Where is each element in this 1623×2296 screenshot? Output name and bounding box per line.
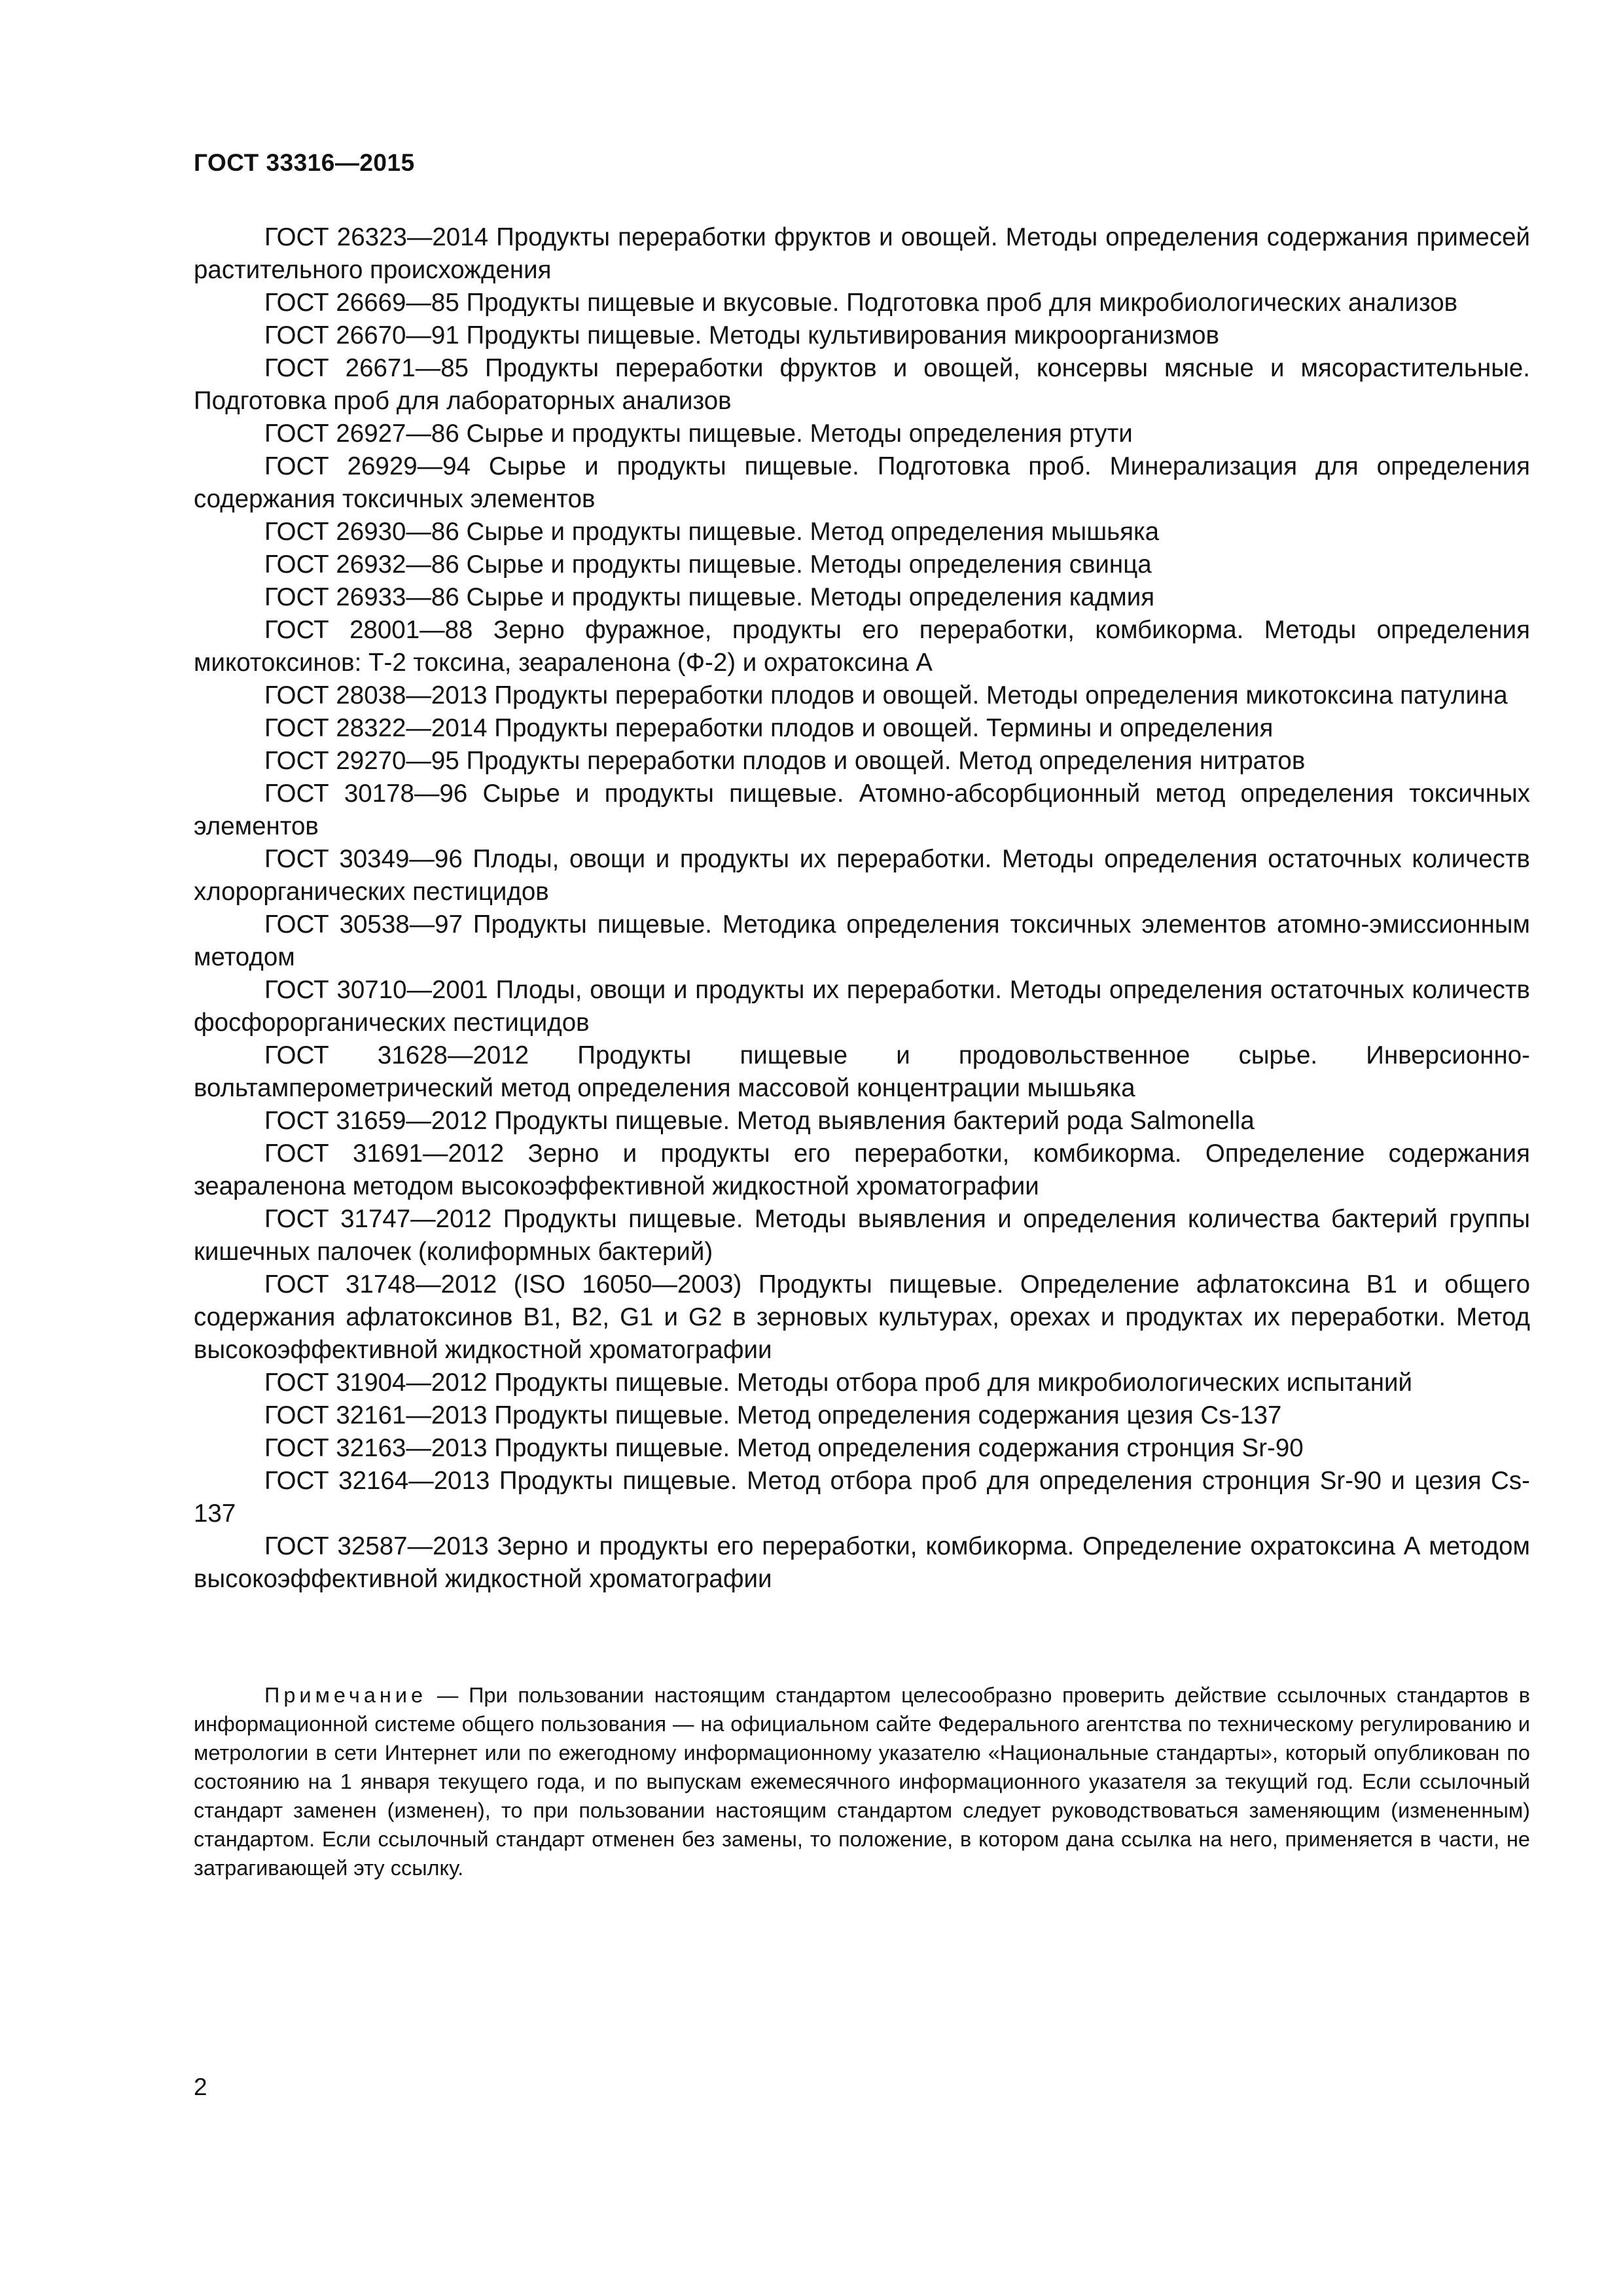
- reference-item: ГОСТ 30538—97 Продукты пищевые. Методика определения токсичных элементов атомно-эмиссионным методом: [194, 910, 1530, 971]
- reference-item: ГОСТ 30178—96 Сырье и продукты пищевые. Атомно-абсорбционный метод определения токсичных элементов: [194, 780, 1530, 840]
- reference-item: ГОСТ 30710—2001 Плоды, овощи и продукты их переработки. Методы определения остаточных количеств фосфорорганических пестицидов: [194, 976, 1530, 1037]
- note-text: — При пользовании настоящим стандартом целесообразно проверить действие ссылочных стандартов в информационной системе общего пользования — на официальном сайте Федерального агентства по техническому регулированию и метрологии в сети Интернет или по ежегодному информационному указателю «Национальные стандарты», который опубликован по состоянию на 1 января текущего года, и по выпускам ежемесячного информационного указателя за текущий год. Если ссылочный стандарт заменен (изменен), то при пользовании настоящим стандартом следует руководствоваться заменяющим (измененным) стандартом. Если ссылочный стандарт отменен без замены, то положение, в котором дана ссылка на него, применяется в части, не затрагивающей эту ссылку.: [194, 1683, 1530, 1880]
- reference-item: ГОСТ 31628—2012 Продукты пищевые и продовольственное сырье. Инверсионно-вольтамперометрический метод определения массовой концентрации мышьяка: [194, 1041, 1530, 1102]
- reference-item: ГОСТ 26929—94 Сырье и продукты пищевые. Подготовка проб. Минерализация для определения содержания токсичных элементов: [194, 452, 1530, 513]
- standard-designation: ГОСТ 33316—2015: [194, 149, 415, 176]
- reference-item: ГОСТ 31691—2012 Зерно и продукты его переработки, комбикорма. Определение содержания зеараленона методом высокоэффективной жидкостной хроматографии: [194, 1139, 1530, 1200]
- reference-item: ГОСТ 28001—88 Зерно фуражное, продукты его переработки, комбикорма. Методы определения микотоксинов: Т-2 токсина, зеараленона (Ф-2) и охратоксина А: [194, 616, 1530, 677]
- reference-item: ГОСТ 26669—85 Продукты пищевые и вкусовые. Подготовка проб для микробиологических анализов: [264, 289, 1458, 317]
- normative-references-list: [194, 221, 1530, 1596]
- reference-item: ГОСТ 26323—2014 Продукты переработки фруктов и овощей. Методы определения содержания примесей растительного происхождения: [194, 223, 1530, 284]
- reference-item: ГОСТ 32587—2013 Зерно и продукты его переработки, комбикорма. Определение охратоксина А методом высокоэффективной жидкостной хроматографии: [194, 1532, 1530, 1593]
- note-label: Примечание: [264, 1683, 427, 1707]
- reference-item: ГОСТ 26930—86 Сырье и продукты пищевые. Метод определения мышьяка: [264, 518, 1160, 546]
- note-paragraph: [194, 1681, 1530, 1882]
- reference-item: ГОСТ 31748—2012 (ISO 16050—2003) Продукты пищевые. Определение афлатоксина В1 и общего содержания афлатоксинов В1, В2, G1 и G2 в зерновых культурах, орехах и продуктах их переработки. Метод высокоэффективной жидкостной хроматографии: [194, 1270, 1530, 1364]
- reference-item: ГОСТ 30349—96 Плоды, овощи и продукты их переработки. Методы определения остаточных количеств хлорорганических пестицидов: [194, 845, 1530, 906]
- reference-item: ГОСТ 28038—2013 Продукты переработки плодов и овощей. Методы определения микотоксина патулина: [264, 681, 1508, 709]
- page-number: 2: [194, 2073, 207, 2100]
- reference-item: ГОСТ 26927—86 Сырье и продукты пищевые. Методы определения ртути: [264, 420, 1133, 448]
- reference-item: ГОСТ 28322—2014 Продукты переработки плодов и овощей. Термины и определения: [264, 714, 1274, 742]
- reference-item: ГОСТ 31904—2012 Продукты пищевые. Методы отбора проб для микробиологических испытаний: [264, 1369, 1412, 1397]
- reference-item: ГОСТ 31659—2012 Продукты пищевые. Метод выявления бактерий рода Salmonella: [264, 1107, 1255, 1135]
- reference-item: ГОСТ 32164—2013 Продукты пищевые. Метод отбора проб для определения стронция Sr-90 и цезия Cs-137: [194, 1467, 1530, 1528]
- reference-item: ГОСТ 32163—2013 Продукты пищевые. Метод определения содержания стронция Sr-90: [264, 1434, 1304, 1462]
- reference-item: ГОСТ 31747—2012 Продукты пищевые. Методы выявления и определения количества бактерий группы кишечных палочек (колиформных бактерий): [194, 1205, 1530, 1266]
- reference-item: ГОСТ 26671—85 Продукты переработки фруктов и овощей, консервы мясные и мясорастительные. Подготовка проб для лабораторных анализов: [194, 354, 1530, 415]
- reference-item: ГОСТ 26932—86 Сырье и продукты пищевые. Методы определения свинца: [264, 550, 1152, 579]
- reference-item: ГОСТ 26933—86 Сырье и продукты пищевые. Методы определения кадмия: [264, 583, 1155, 611]
- reference-item: ГОСТ 26670—91 Продукты пищевые. Методы культивирования микроорганизмов: [264, 321, 1219, 350]
- reference-item: ГОСТ 32161—2013 Продукты пищевые. Метод определения содержания цезия Cs-137: [264, 1401, 1282, 1429]
- reference-item: ГОСТ 29270—95 Продукты переработки плодов и овощей. Метод определения нитратов: [264, 747, 1306, 775]
